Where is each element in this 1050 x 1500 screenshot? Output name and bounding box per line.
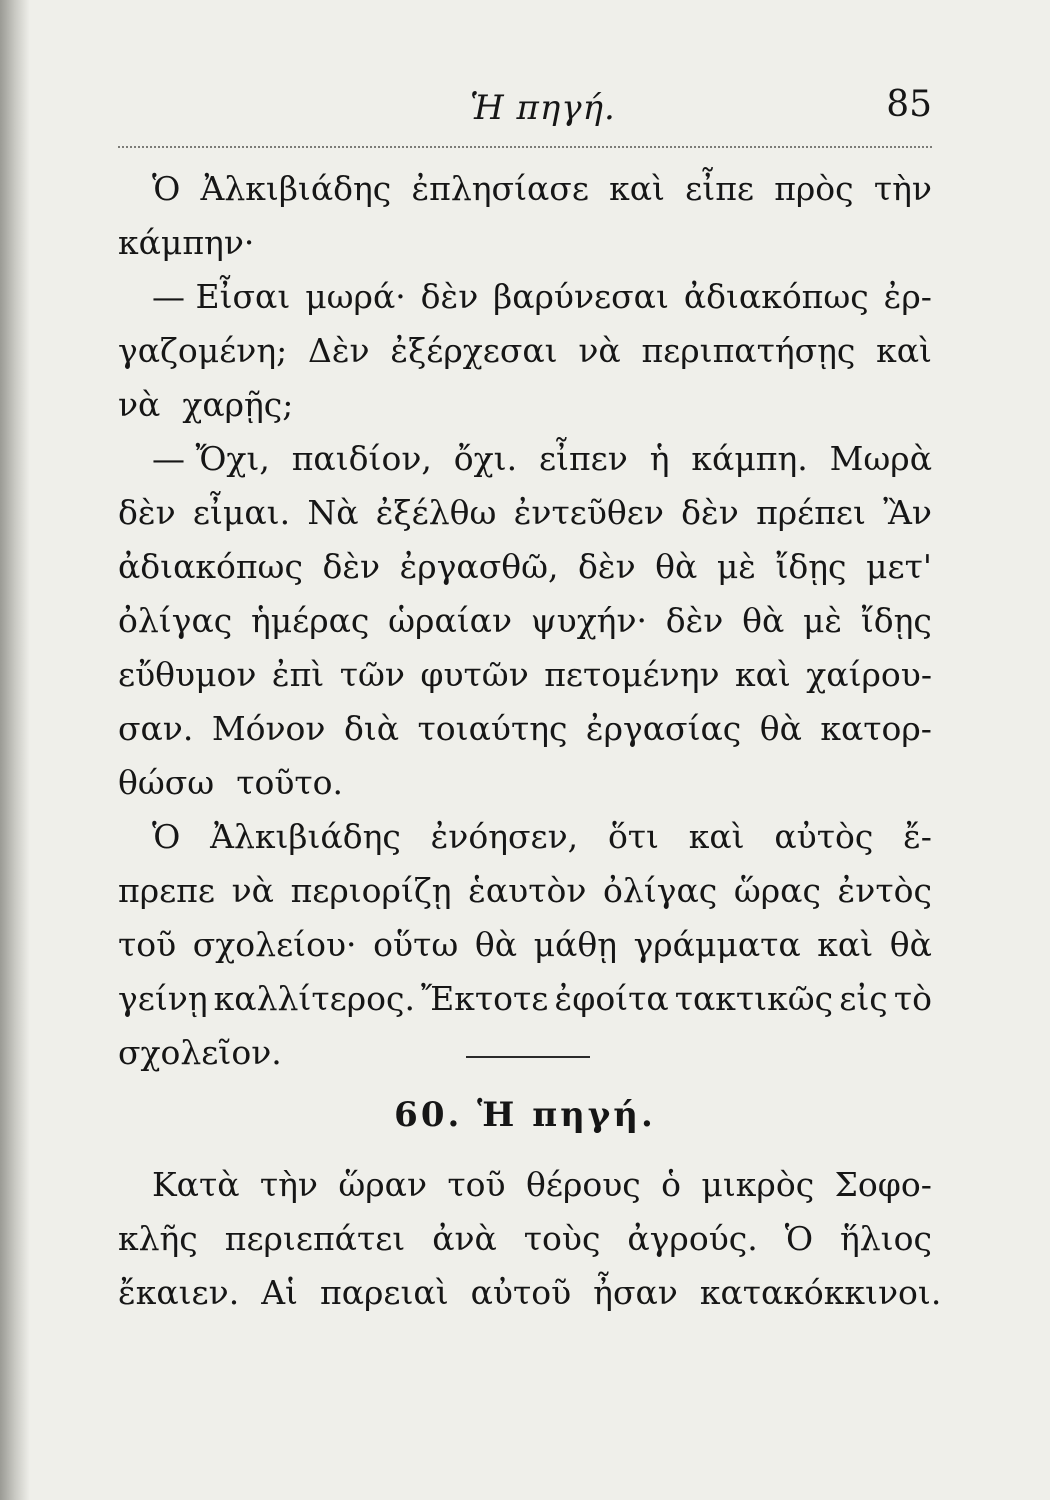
word: μάθῃ	[533, 925, 617, 964]
page-binding-shadow	[0, 0, 30, 1500]
word: ἐργασθῶ,	[399, 547, 559, 586]
word: Ἀλκιβιάδης	[210, 817, 401, 856]
text-line	[118, 1266, 942, 1320]
word: καὶ	[735, 655, 791, 694]
word: τὸ	[893, 979, 932, 1018]
word: ἡ	[649, 439, 670, 478]
text-line	[118, 864, 932, 918]
paragraph-alcibiades-approaches	[118, 162, 932, 270]
word: περιορίζῃ	[290, 871, 452, 910]
text-line	[118, 216, 932, 270]
word: θέρους	[525, 1165, 641, 1204]
word: θὰ	[889, 925, 932, 964]
word: Ὁ	[784, 1219, 814, 1258]
word: παιδίον,	[291, 439, 432, 478]
word: νὰ	[231, 871, 274, 910]
word: ἐντεῦθεν	[513, 493, 664, 532]
text-line	[118, 486, 932, 540]
word: γείνῃ	[118, 979, 208, 1018]
text-line	[118, 432, 932, 486]
word: οὕτω	[373, 925, 459, 964]
word: ἀγρούς.	[627, 1219, 758, 1258]
word: καὶ	[688, 817, 745, 856]
word: δὲν	[420, 277, 479, 316]
word: εἶπεν	[538, 439, 628, 478]
word: ἥλιος	[840, 1219, 932, 1258]
word: ἴδῃς	[860, 601, 932, 640]
word: εἶμαι.	[192, 493, 291, 532]
word: τοῦ	[118, 925, 177, 964]
word: καλλίτερος.	[213, 979, 415, 1018]
word: ὀλίγας	[603, 871, 718, 910]
word: πετομένην	[544, 655, 720, 694]
word: περιπατήσῃς	[641, 331, 856, 370]
paragraph-caterpillar-reply	[118, 432, 932, 810]
word: δὲν	[665, 601, 724, 640]
word: Ἔκτοτε	[421, 979, 549, 1018]
text-line	[118, 270, 932, 324]
word: ἐξέλθω	[375, 493, 497, 532]
word: — Ὄχι,	[152, 439, 270, 478]
word: Κατὰ	[152, 1165, 240, 1204]
word: ἔκαιεν.	[118, 1273, 240, 1312]
word: χαίρου-	[806, 655, 932, 694]
word: τῶν	[339, 655, 405, 694]
running-title: Ἡ πηγή.	[470, 88, 616, 128]
word: εἶπε	[685, 169, 754, 208]
text-line	[118, 702, 932, 756]
text-line	[118, 756, 932, 810]
word: Αἱ	[261, 1273, 298, 1312]
word: ἀδιακόπως	[683, 277, 869, 316]
word: θὰ	[759, 709, 802, 748]
word: σχολεῖον.	[118, 1033, 282, 1072]
word: ὄχι.	[453, 439, 518, 478]
word: δὲν	[322, 547, 381, 586]
word: καὶ	[876, 331, 932, 370]
text-line	[118, 540, 932, 594]
word: ἐπὶ	[271, 655, 325, 694]
word: φυτῶν	[420, 655, 529, 694]
word: ἐργασίας	[585, 709, 742, 748]
word: μετ'	[866, 547, 932, 586]
word: Δὲν	[308, 331, 370, 370]
word: γαζομένη;	[118, 331, 288, 370]
word: θὰ	[655, 547, 698, 586]
word: ψυχήν·	[530, 601, 648, 640]
paragraph-alcibiades-question	[118, 270, 932, 432]
text-line	[118, 1158, 932, 1212]
text-line	[118, 1212, 932, 1266]
word: τοὺς	[523, 1219, 601, 1258]
page-number: 85	[886, 84, 932, 125]
word: ἀδιακόπως	[118, 547, 303, 586]
word: τοιαύτης	[417, 709, 568, 748]
word: ὥρας	[733, 871, 821, 910]
word: ἔ-	[903, 817, 932, 856]
word: σχολείου·	[192, 925, 357, 964]
word: πρεπε	[118, 871, 215, 910]
word: κάμπην·	[118, 223, 255, 262]
word: Μόνον	[211, 709, 326, 748]
word: τὴν	[873, 169, 932, 208]
word: διὰ	[343, 709, 400, 748]
word: γράμματα	[633, 925, 801, 964]
text-line	[118, 918, 932, 972]
word: μὲ	[802, 601, 843, 640]
word: αὐτοῦ	[470, 1273, 572, 1312]
word: τοῦ	[447, 1165, 506, 1204]
word: κάμπη.	[691, 439, 808, 478]
word: σαν.	[118, 709, 194, 748]
word: τοῦτο.	[236, 763, 344, 802]
word: ἐρ-	[883, 277, 932, 316]
word: ὥραν	[338, 1165, 428, 1204]
word: ὁ	[661, 1165, 682, 1204]
word: θὰ	[474, 925, 517, 964]
word: παρειαὶ	[320, 1273, 449, 1312]
text-line	[118, 378, 932, 432]
word: περιεπάτει	[224, 1219, 406, 1258]
word: καὶ	[609, 169, 665, 208]
word: κατακόκκινοι.	[699, 1273, 942, 1312]
word: ἦσαν	[593, 1273, 678, 1312]
word: θὰ	[742, 601, 785, 640]
word: ἑαυτὸν	[468, 871, 587, 910]
text-line	[118, 972, 932, 1026]
word: Σοφο-	[834, 1165, 932, 1204]
paragraph-alcibiades-understands	[118, 810, 932, 1080]
word: δὲν	[578, 547, 636, 586]
word: ἐπλησίασε	[411, 169, 589, 208]
word: εὔθυμον	[118, 655, 257, 694]
word: ἡμέρας	[250, 601, 370, 640]
text-line	[118, 324, 932, 378]
word: ἐξέρχεσαι	[390, 331, 558, 370]
word: χαρῇς;	[182, 385, 294, 424]
word: δὲν	[118, 493, 176, 532]
word: δὲν	[681, 493, 739, 532]
word: μὲ	[716, 547, 756, 586]
text-line	[118, 594, 932, 648]
word: βαρύνεσαι	[493, 277, 669, 316]
text-line	[118, 810, 932, 864]
word: μικρὸς	[701, 1165, 815, 1204]
word: νὰ	[118, 385, 161, 424]
word: κατορ-	[820, 709, 932, 748]
word: Νὰ	[307, 493, 359, 532]
word: ἐφοίτα	[554, 979, 669, 1018]
word: ὡραίαν	[388, 601, 513, 640]
section-divider	[466, 1056, 590, 1058]
word: Ἀλκιβιάδης	[200, 169, 392, 208]
word: αὐτὸς	[774, 817, 874, 856]
word: Ὁ	[152, 817, 181, 856]
word: καὶ	[817, 925, 874, 964]
text-line	[118, 162, 932, 216]
word: τακτικῶς	[674, 979, 834, 1018]
word: μωρά·	[305, 277, 406, 316]
section-heading: 60. Ἡ πηγή.	[394, 1095, 656, 1135]
word: ἀνὰ	[432, 1219, 497, 1258]
word: πρέπει	[756, 493, 866, 532]
word: νὰ	[578, 331, 621, 370]
word: ὅτι	[607, 817, 660, 856]
word: Ὁ	[152, 169, 181, 208]
word: ἐντὸς	[837, 871, 932, 910]
word: — Εἶσαι	[152, 277, 291, 316]
word: Ἂν	[883, 493, 932, 532]
paragraph-sophocles-walk	[118, 1158, 942, 1320]
text-line	[118, 648, 932, 702]
text-line	[118, 1026, 932, 1080]
header-rule	[118, 146, 932, 148]
word: ἐνόησεν,	[430, 817, 579, 856]
word: ἴδῃς	[775, 547, 847, 586]
word: ὀλίγας	[118, 601, 233, 640]
word: πρὸς	[774, 169, 854, 208]
word: εἰς	[839, 979, 888, 1018]
word: Μωρὰ	[829, 439, 932, 478]
word: τὴν	[259, 1165, 318, 1204]
word: κλῆς	[118, 1219, 198, 1258]
word: θώσω	[118, 763, 215, 802]
